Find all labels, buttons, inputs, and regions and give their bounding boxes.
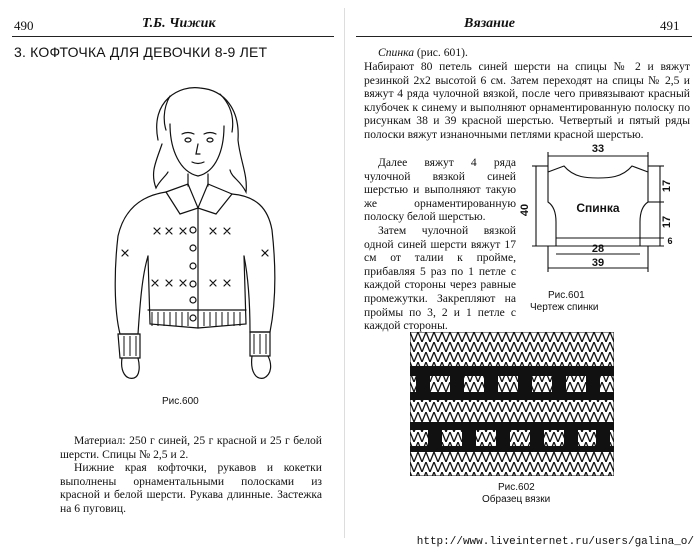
figure-600-illustration (100, 80, 280, 390)
running-head-left: Т.Б. Чижик (142, 16, 216, 31)
figure-601-diagram (518, 142, 678, 282)
figure-600-caption: Рис.600 (162, 396, 199, 407)
section-heading: Спинка (378, 46, 415, 59)
right-page (350, 0, 700, 552)
paragraph-2: Далее вяжут 4 ряда чулочной вязкой синей шерстью и выполняют такую же орнаментированную полоску белой шерстью. (364, 156, 516, 224)
figure-601-subcaption: Чертеж спинки (530, 302, 599, 313)
dim-right-bottom: 6 (667, 236, 673, 246)
back-intro-text (364, 46, 690, 60)
dim-left: 40 (519, 203, 531, 217)
figure-602-caption: Рис.602 (498, 482, 535, 493)
materials-paragraph: Материал: 250 г синей, 25 г красной и 25 г белой шерсти. Спицы № 2,5 и 2. (60, 434, 322, 461)
dim-top: 33 (591, 143, 605, 155)
dim-right-top: 17 (661, 179, 673, 193)
dim-bottom-inner: 28 (591, 243, 605, 255)
dim-bottom: 39 (591, 257, 605, 269)
edges-paragraph: Нижние края кофточки, рукавов и кокетки выполнены орнаментальными полосками из красной и белой шерсти. Рукава длинные. Застежка на 6 пуговиц. (60, 461, 322, 515)
paragraph-3: Затем чулочной вязкой одной синей шерсти вяжут 17 см от талии к пройме, прибавляя 5 раз по 1 петле с каждой стороны через равные промежутки. Закрепляют на проймы по 3, 2 и 1 петле с каждой стороны. (364, 224, 516, 333)
figure-602-subcaption: Образец вязки (482, 494, 551, 505)
figure-602-knit-swatch (410, 332, 614, 476)
left-page (0, 0, 340, 552)
article-title: 3. КОФТОЧКА ДЛЯ ДЕВОЧКИ 8-9 ЛЕТ (14, 44, 268, 60)
running-head-right: Вязание (464, 16, 515, 31)
page-gutter (344, 8, 345, 538)
source-url-footer: http://www.liveinternet.ru/users/galina_o/ (416, 536, 694, 548)
left-body-text (60, 434, 322, 516)
diagram-piece-label: Спинка (576, 201, 620, 215)
page-number-right: 491 (660, 18, 680, 33)
section-ref: (рис. 601). (416, 46, 468, 59)
figure-601-caption: Рис.601 (548, 290, 585, 301)
paragraph-1: Набирают 80 петель синей шерсти на спицы № 2 и вяжут резинкой 2х2 высотой 6 см. Затем переходят на спицы № 2,5 и вяжут 4 ряда чулочной вязкой, после чего привязывают красный клубочек к синему и выполняют орнаментированную полоску по рисункам 38 и 39 красной шерстью. Четвертый и пятый ряды полоски вяжут изнаночными петлями красной шерстью. (364, 60, 690, 141)
dim-right-mid: 17 (661, 215, 673, 229)
header-rule-right (356, 36, 692, 37)
page-number-left: 490 (14, 18, 34, 33)
header-rule-left (12, 36, 334, 37)
